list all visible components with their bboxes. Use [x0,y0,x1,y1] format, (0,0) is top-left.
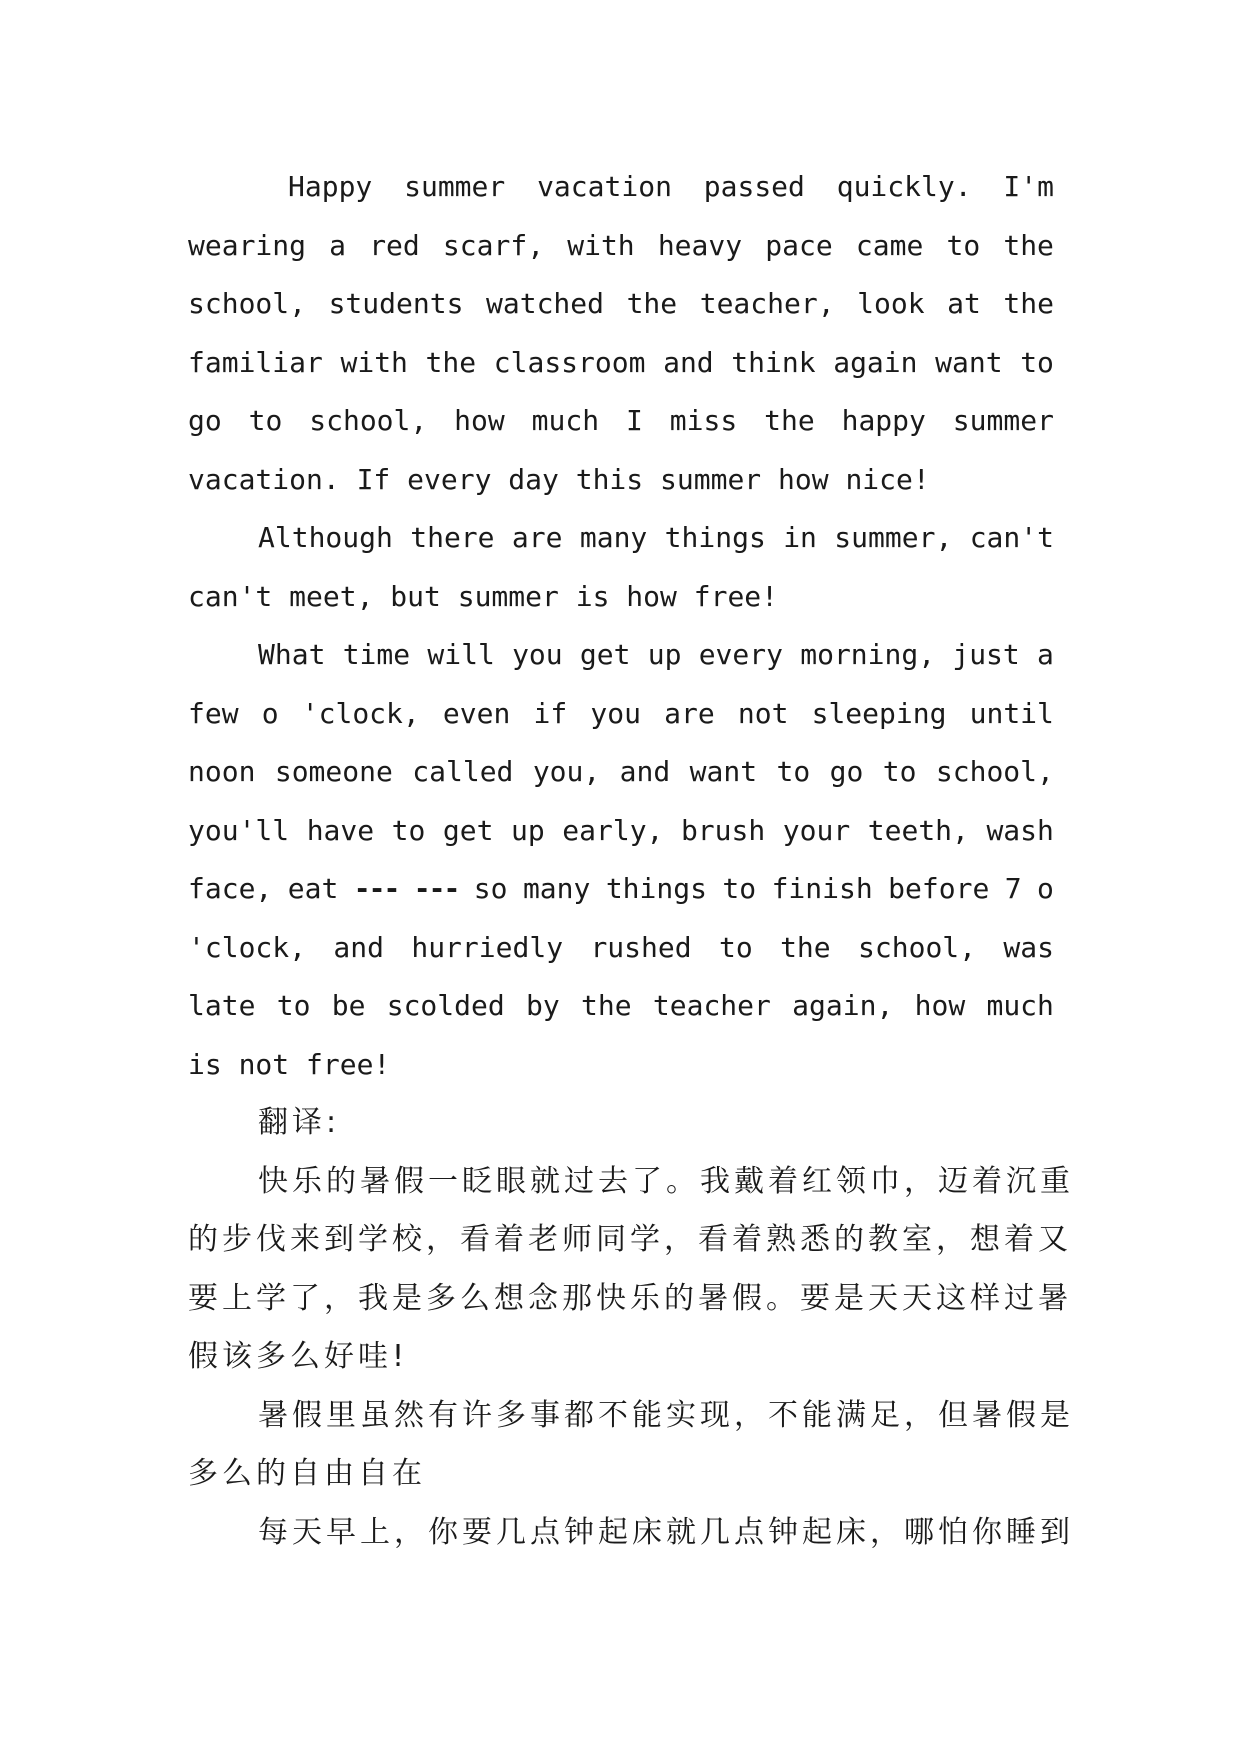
text-line [188,392,1054,451]
word: summer [952,404,1054,437]
text-line [188,626,1054,685]
word: are [511,521,563,554]
word: the [780,930,831,964]
word: o [261,696,279,730]
text-line: 每天早上，你要几点钟起床就几点钟起床，哪怕你睡到 [258,1514,1074,1550]
text-line: 要上学了，我是多么想念那快乐的暑假。要是天天这样过暑 [188,1280,1072,1316]
word: 'clock, [301,696,420,730]
word: go [829,755,864,788]
word: school, [188,287,307,320]
word: just [952,638,1020,671]
word: eat [287,872,339,905]
word: summer, [834,521,953,554]
word: to [248,404,283,437]
word: passed [703,170,805,203]
word: red [369,228,420,262]
word: Happy [288,170,373,203]
word: sleeping [811,696,947,730]
word: again [833,345,918,379]
word: wearing [188,228,307,262]
word: with [340,345,408,379]
word: many [522,872,591,905]
word: things [664,521,766,554]
word: familiar [188,345,323,379]
word: look [857,287,925,320]
word: --- [413,872,459,905]
word: the [581,989,632,1022]
word: many [579,521,648,554]
word: the [764,404,815,437]
word: go [188,404,222,437]
word: the [1003,287,1054,320]
word: the [1003,228,1054,262]
word: to [776,755,811,788]
word: by [526,989,560,1022]
word: teacher [652,989,771,1022]
word: even [442,696,511,730]
word: teeth, [867,813,969,847]
word: if [533,696,568,730]
word: classroom [493,345,646,379]
word: wash [986,813,1054,847]
word: rushed [590,930,692,964]
word: think [731,345,816,379]
word: brush [680,813,766,847]
word: things [605,872,707,905]
word: are [664,696,715,730]
text-line [188,217,1054,276]
word: watched [486,287,605,320]
word: and [663,345,714,379]
word: students [328,287,464,320]
word: early, [562,813,664,847]
text-line [188,919,1054,978]
text-line [188,802,1054,861]
word: the [425,345,477,379]
word: finish [771,872,873,905]
word: someone [274,755,393,788]
text-line: can't meet, but summer is how free! [188,579,779,613]
word: to [1020,345,1054,379]
word: before [888,872,990,905]
word: you [590,696,641,730]
word: late [188,989,256,1022]
word: up [511,813,545,847]
word: and [333,930,384,964]
word: can't [969,521,1054,554]
word: was [1003,930,1054,964]
word: so [473,872,508,905]
word: scolded [386,989,505,1022]
text-line: 多么的自由自在 [188,1456,426,1491]
word: much [986,989,1054,1022]
word: school, [309,404,428,437]
word: few [188,696,239,730]
text-line: 假该多么好哇! [188,1339,409,1374]
word: not [737,696,789,730]
word: hurriedly [411,930,564,964]
text-line: vacation. If every day this summer how nice! [188,462,930,496]
text-line: 暑假里虽然有许多事都不能实现，不能满足，但暑假是 [258,1397,1074,1433]
word: What [258,638,326,671]
word: will [427,638,495,671]
word: in [783,521,817,554]
word: at [947,287,981,320]
word: up [647,638,682,671]
word: and [619,755,671,788]
word: to [882,755,917,788]
word: vacation [537,170,672,203]
translation-heading: 翻译: [258,1105,341,1140]
text-line [188,860,1054,919]
text-line: 快乐的暑假一眨眼就过去了。我戴着红领巾，迈着沉重 [258,1163,1074,1199]
word: 'clock, [188,930,307,964]
word: time [342,638,411,671]
text-line [188,685,1054,744]
word: to [722,872,757,905]
word: to [276,989,311,1022]
word: a [329,228,347,262]
text-line [188,275,1054,334]
word: I'm [1003,170,1054,203]
word: called [412,755,514,788]
word: there [410,521,495,554]
word: have [306,813,375,847]
document-page [188,158,1074,1562]
text-line [188,334,1054,393]
word: school, [858,930,977,964]
word: every [698,638,783,671]
word: Although [258,521,393,554]
word: summer [404,170,506,203]
text-line: is not free! [188,1047,391,1081]
text-line [188,158,1054,217]
word: with [567,228,635,262]
word: want [689,755,758,788]
word: your [782,813,851,847]
word: scarf, [442,228,545,262]
word: how [454,404,505,437]
word: happy [841,404,926,437]
text-line [188,509,1054,568]
word: miss [669,404,738,437]
word: to [946,228,981,262]
word: 7 [1004,872,1022,905]
word: teacher, [699,287,835,320]
word: how [914,989,966,1022]
word: morning, [800,638,936,671]
word: school, [935,755,1054,788]
word: get [579,638,631,671]
word: get [442,813,494,847]
word: a [1037,638,1054,671]
word: you'll [188,813,290,847]
word: again, [792,989,894,1022]
text-line [188,977,1054,1036]
word: much [531,404,600,437]
word: to [391,813,426,847]
word: heavy [657,228,743,262]
word: I [626,404,643,437]
word: until [969,696,1054,730]
word: you [512,638,563,671]
text-line [188,743,1054,802]
word: the [626,287,678,320]
word: pace [765,228,833,262]
word: want [935,345,1003,379]
word: to [718,930,753,964]
word: you, [532,755,601,788]
word: noon [188,755,256,788]
word: quickly. [836,170,972,203]
word: be [331,989,366,1022]
word: --- [353,872,399,905]
word: came [855,228,924,262]
text-line: 的步伐来到学校，看着老师同学，看着熟悉的教室，想着又 [188,1222,1072,1257]
word: face, [188,872,273,905]
word: o [1037,872,1054,905]
